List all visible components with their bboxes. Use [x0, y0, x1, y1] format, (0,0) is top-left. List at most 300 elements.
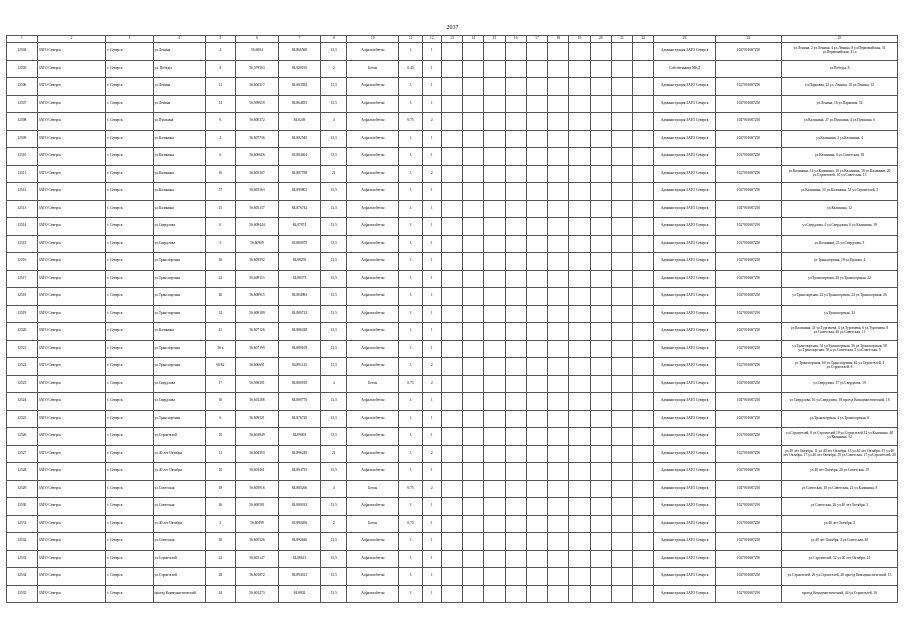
table-cell: Администрация ЗАТО Северск [654, 410, 715, 428]
table-cell: 13,5 [321, 568, 347, 586]
table-cell: ул.40 лет Октября [153, 445, 205, 463]
table-cell [590, 200, 611, 218]
table-cell: 84,880918 [278, 375, 321, 393]
table-cell: Администрация ЗАТО Северск [654, 200, 715, 218]
table-cell [526, 95, 547, 113]
table-cell: 56,609444 [236, 218, 279, 236]
table-cell: ул.Строителей, 32 ул.40 лет Октября, 14 [782, 550, 898, 568]
table-cell [611, 200, 632, 218]
table-cell: 1 [422, 550, 441, 568]
table-row [7, 148, 898, 166]
table-cell [633, 253, 654, 271]
column-header: 13 [441, 36, 462, 43]
table-cell: ул.Калинина [153, 323, 205, 341]
table-cell: 1 [422, 393, 441, 411]
table-cell: 12517 [7, 270, 38, 288]
table-cell [611, 113, 632, 131]
table-cell [548, 43, 569, 61]
table-cell [505, 340, 526, 358]
table-cell: 2 [422, 480, 441, 498]
table-cell: г. Северск [106, 165, 153, 183]
table-cell [569, 130, 590, 148]
table-cell: Асфальтобетон [347, 358, 399, 376]
table-cell [484, 358, 505, 376]
table-cell: ул.Калинина, 23 ул.Свердлова, 3 [782, 235, 898, 253]
table-row [7, 60, 898, 78]
table-cell: Администрация ЗАТО Северск [654, 568, 715, 586]
table-cell: 44 [205, 585, 236, 603]
table-cell [441, 288, 462, 306]
table-cell [590, 113, 611, 131]
table-cell: ул.Советская, 26 ул.40 лет Октября, 5 [782, 498, 898, 516]
column-header: 6 [236, 36, 279, 43]
table-cell [611, 480, 632, 498]
table-cell [463, 585, 484, 603]
table-cell: ул.Свердлова [153, 235, 205, 253]
table-cell: проезд Коммунистический [153, 585, 205, 603]
table-cell [484, 218, 505, 236]
table-cell [569, 78, 590, 96]
table-cell [569, 288, 590, 306]
table-cell: 56,608189 [236, 305, 279, 323]
table-cell [463, 393, 484, 411]
table-cell [441, 305, 462, 323]
table-cell: 13,5 [321, 253, 347, 271]
table-cell: 3 [399, 445, 423, 463]
table-cell: 1 [422, 270, 441, 288]
table-cell [441, 270, 462, 288]
table-cell: 1027001687250 [715, 200, 781, 218]
table-cell: 84,894733 [278, 463, 321, 481]
road-registry-table [6, 35, 898, 603]
table-cell [526, 445, 547, 463]
table-cell: ул.Ленина [153, 78, 205, 96]
table-cell: ул.Транспортная, 18 ул.Ершова, 4 [782, 253, 898, 271]
table-cell: 12508 [7, 113, 38, 131]
table-cell: ул.Транспортная, 4 ул.Транспортная, 6 [782, 410, 898, 428]
table-cell: 3 [399, 95, 423, 113]
table-cell [526, 218, 547, 236]
table-cell: 84,894012 [278, 568, 321, 586]
table-cell [633, 218, 654, 236]
table-cell [633, 463, 654, 481]
table-cell: Асфальтобетон [347, 533, 399, 551]
table-cell: 84,876729 [278, 410, 321, 428]
table-cell: 12520 [7, 323, 38, 341]
table-cell [505, 165, 526, 183]
table-cell [548, 568, 569, 586]
table-cell: г. Северск [106, 410, 153, 428]
table-cell: 1027001687250 [715, 305, 781, 323]
table-cell: ул.Калинина [153, 165, 205, 183]
table-cell: Бетон [347, 515, 399, 533]
table-cell: г. Северск [106, 218, 153, 236]
table-cell: ЗАТО Северск [37, 393, 106, 411]
table-cell [484, 43, 505, 61]
table-cell: 3 [399, 585, 423, 603]
table-cell: 1 [422, 463, 441, 481]
table-cell [441, 95, 462, 113]
table-cell: 1027001687250 [715, 358, 781, 376]
table-cell: ул.Транспортная [153, 340, 205, 358]
table-cell [505, 78, 526, 96]
table-cell [463, 288, 484, 306]
table-cell: Администрация ЗАТО Северск [654, 480, 715, 498]
table-cell [526, 323, 547, 341]
page-number: 2037 [446, 25, 459, 31]
table-cell [569, 43, 590, 61]
table-cell [441, 533, 462, 551]
table-cell [611, 445, 632, 463]
table-cell: Администрация ЗАТО Северск [654, 550, 715, 568]
table-cell: 56,60909 [236, 235, 279, 253]
table-cell: 3 [399, 235, 423, 253]
table-cell [548, 323, 569, 341]
table-cell: 13,5 [321, 200, 347, 218]
table-cell: 1 [422, 253, 441, 271]
table-cell [569, 463, 590, 481]
table-cell: ул.Калинина [153, 148, 205, 166]
table-cell [526, 463, 547, 481]
table-row [7, 113, 898, 131]
table-cell: 2 [205, 515, 236, 533]
table-cell: 13,5 [321, 218, 347, 236]
table-cell: Асфальтобетон [347, 428, 399, 446]
table-cell [633, 148, 654, 166]
table-cell: 84,864835 [278, 95, 321, 113]
table-cell: 60/62 [205, 358, 236, 376]
table-cell [526, 428, 547, 446]
table-cell: 3 [399, 533, 423, 551]
table-cell: Асфальтобетон [347, 218, 399, 236]
table-cell: ЗАТО Северск [37, 375, 106, 393]
table-cell: 1 [422, 130, 441, 148]
table-cell: 56,605137 [236, 200, 279, 218]
column-header: 12 [422, 36, 441, 43]
table-cell: 84,866560 [278, 43, 321, 61]
table-cell: 56,599659 [236, 95, 279, 113]
table-cell [484, 200, 505, 218]
table-cell [505, 480, 526, 498]
table-cell [611, 515, 632, 533]
table-cell: 1027001687250 [715, 410, 781, 428]
table-cell [611, 375, 632, 393]
table-cell: 56,607126 [236, 323, 279, 341]
table-row [7, 78, 898, 96]
table-cell: ЗАТО Северск [37, 148, 106, 166]
table-row [7, 235, 898, 253]
table-cell [569, 323, 590, 341]
table-cell: ул.40 лет Октября [153, 463, 205, 481]
table-cell: ЗАТО Северск [37, 165, 106, 183]
table-cell: 56,607736 [236, 130, 279, 148]
table-cell [548, 410, 569, 428]
table-cell: ЗАТО Северск [37, 550, 106, 568]
table-cell: 56 а [205, 340, 236, 358]
table-cell: Администрация ЗАТО Северск [654, 253, 715, 271]
table-cell [505, 200, 526, 218]
table-cell: Асфальтобетон [347, 148, 399, 166]
table-cell: Асфальтобетон [347, 78, 399, 96]
table-cell: 2 [205, 130, 236, 148]
table-row [7, 253, 898, 271]
table-row [7, 340, 898, 358]
table-cell: 13,5 [321, 358, 347, 376]
table-cell [463, 113, 484, 131]
table-cell: 84,896249 [278, 445, 321, 463]
table-cell [633, 43, 654, 61]
table-cell [441, 235, 462, 253]
table-row [7, 375, 898, 393]
table-cell: 84,891125 [278, 358, 321, 376]
table-cell: Асфальтобетон [347, 463, 399, 481]
table-cell: ул.Свердлова [153, 218, 205, 236]
table-cell: ЗАТО Северск [37, 60, 106, 78]
table-cell: г. Северск [106, 445, 153, 463]
table-cell [611, 585, 632, 603]
table-cell [611, 550, 632, 568]
table-cell [463, 550, 484, 568]
table-cell: 13,5 [321, 78, 347, 96]
table-cell: ул.Ленина, 2 ул.Ленина, 4 ул.Ленина, 8 ул.Первомайская, 31 ул.Первомайская, 31 а [782, 43, 898, 61]
table-cell [441, 445, 462, 463]
table-cell [505, 533, 526, 551]
table-cell: 1027001687250 [715, 340, 781, 358]
table-cell: 56,6004 [236, 43, 279, 61]
table-cell: ЗАТО Северск [37, 235, 106, 253]
table-cell [463, 200, 484, 218]
table-cell [569, 60, 590, 78]
table-cell: 12512 [7, 183, 38, 201]
table-cell: 12504 [7, 43, 38, 61]
table-cell [526, 43, 547, 61]
table-cell: ул.Калинина [153, 183, 205, 201]
table-cell: 12523 [7, 375, 38, 393]
table-cell: ЗАТО Северск [37, 445, 106, 463]
table-cell: 10 [205, 428, 236, 446]
table-cell [633, 480, 654, 498]
table-cell: 56,579563 [236, 60, 279, 78]
table-cell: 56,603849 [236, 428, 279, 446]
table-cell: Администрация ЗАТО Северск [654, 515, 715, 533]
table-cell [526, 358, 547, 376]
table-cell: 3 [399, 358, 423, 376]
table-cell [441, 498, 462, 516]
table-cell: 4 [321, 113, 347, 131]
table-cell [633, 533, 654, 551]
table-cell: 3 [399, 270, 423, 288]
table-cell: Администрация ЗАТО Северск [654, 498, 715, 516]
table-cell: 13,5 [321, 550, 347, 568]
table-cell [505, 253, 526, 271]
table-cell [569, 393, 590, 411]
table-cell [590, 498, 611, 516]
table-cell [484, 568, 505, 586]
table-cell [633, 498, 654, 516]
table-cell [548, 515, 569, 533]
column-header: 9 [321, 36, 347, 43]
table-cell: 84,884464 [278, 148, 321, 166]
table-cell [590, 218, 611, 236]
table-cell [484, 445, 505, 463]
table-cell: 13,5 [321, 585, 347, 603]
table-cell: Администрация ЗАТО Северск [654, 533, 715, 551]
table-cell [633, 235, 654, 253]
table-cell [548, 253, 569, 271]
table-cell: 18 [205, 480, 236, 498]
table-cell [441, 165, 462, 183]
table-cell: Администрация ЗАТО Северск [654, 148, 715, 166]
table-cell: 56,609592 [236, 253, 279, 271]
table-cell: Асфальтобетон [347, 340, 399, 358]
table-cell: Бетон [347, 375, 399, 393]
table-cell: 84,880013 [278, 498, 321, 516]
table-cell [505, 375, 526, 393]
table-cell: Администрация ЗАТО Северск [654, 463, 715, 481]
table-cell [441, 393, 462, 411]
table-cell: 12507 [7, 95, 38, 113]
column-header: 7 [278, 36, 321, 43]
table-cell: ЗАТО Северск [37, 95, 106, 113]
table-cell [633, 323, 654, 341]
table-cell: ул.Калинина [153, 130, 205, 148]
table-cell [611, 323, 632, 341]
table-cell [611, 288, 632, 306]
table-cell [526, 375, 547, 393]
table-cell: 28 [205, 568, 236, 586]
table-cell [569, 113, 590, 131]
table-cell: 1 [422, 568, 441, 586]
table-cell: ЗАТО Северск [37, 498, 106, 516]
table-cell: ул.Строителей, 8 ул.Строителей,10 ул.Строителей,12 ул.Калинина, 48 ул.Калинина, 52 [782, 428, 898, 446]
table-cell [590, 95, 611, 113]
table-cell: г. Северск [106, 375, 153, 393]
table-cell: г. Северск [106, 78, 153, 96]
column-header: 21 [611, 36, 632, 43]
table-cell: 57 [205, 183, 236, 201]
table-cell [441, 410, 462, 428]
table-cell: г. Северск [106, 515, 153, 533]
table-cell: ЗАТО Северск [37, 533, 106, 551]
table-cell: 84,8802 [278, 585, 321, 603]
table-cell: 0,75 [399, 480, 423, 498]
table-cell: 84,89003 [278, 428, 321, 446]
table-cell [633, 165, 654, 183]
table-cell [590, 568, 611, 586]
table-cell: 3 [399, 78, 423, 96]
table-row [7, 463, 898, 481]
table-cell: 12531 [7, 515, 38, 533]
table-cell [611, 498, 632, 516]
table-cell: ул.Транспортная [153, 253, 205, 271]
table-cell: ул.Транспортная [153, 305, 205, 323]
table-cell: 12511 [7, 165, 38, 183]
table-cell: ЗАТО Северск [37, 480, 106, 498]
table-cell [505, 130, 526, 148]
table-cell: 56,606691 [236, 358, 279, 376]
table-cell [569, 445, 590, 463]
table-row [7, 358, 898, 376]
table-cell: г. Северск [106, 498, 153, 516]
table-row [7, 498, 898, 516]
table-cell: ул.Транспортная, 60 ул.Транспортная, 62 ул.Строителей, 4 ул.Строителей, 6 [782, 358, 898, 376]
table-cell [463, 358, 484, 376]
table-cell: 3 [399, 428, 423, 446]
column-header: 25 [782, 36, 898, 43]
column-header: 1 [7, 36, 38, 43]
table-cell [441, 358, 462, 376]
table-cell: 1 [422, 78, 441, 96]
table-cell [611, 270, 632, 288]
table-cell [505, 95, 526, 113]
table-cell [484, 148, 505, 166]
table-cell [569, 410, 590, 428]
table-cell [441, 218, 462, 236]
table-cell [569, 305, 590, 323]
table-cell [463, 130, 484, 148]
table-cell: г. Северск [106, 358, 153, 376]
table-cell [463, 463, 484, 481]
table-cell [590, 515, 611, 533]
table-cell: 2 [321, 515, 347, 533]
table-cell: 12505 [7, 60, 38, 78]
table-cell [505, 43, 526, 61]
table-cell: 84,887788 [278, 165, 321, 183]
table-cell [441, 480, 462, 498]
table-cell [484, 60, 505, 78]
table-cell: ул.40 лет Октября, 3 ул.Советская, 30 [782, 533, 898, 551]
table-cell: 56,605307 [236, 165, 279, 183]
table-cell [463, 95, 484, 113]
table-cell: Администрация ЗАТО Северск [654, 270, 715, 288]
table-cell: г. Северск [106, 585, 153, 603]
table-cell: 16 [205, 165, 236, 183]
table-cell: 1027001687250 [715, 235, 781, 253]
table-cell [526, 550, 547, 568]
table-cell [548, 393, 569, 411]
table-cell [441, 183, 462, 201]
table-cell: ул.Строителей, 26 ул.Строителей, 28 проезд Коммунистический, 13 [782, 568, 898, 586]
table-cell: 14 [205, 95, 236, 113]
column-header: 4 [153, 36, 205, 43]
table-cell: Асфальтобетон [347, 43, 399, 61]
table-cell [633, 60, 654, 78]
table-cell: ул.Транспортная [153, 358, 205, 376]
table-cell [611, 43, 632, 61]
table-cell: г. Северск [106, 130, 153, 148]
table-cell: 1027001687250 [715, 323, 781, 341]
table-cell: 3 [399, 218, 423, 236]
table-cell: 1 [422, 340, 441, 358]
table-cell [463, 375, 484, 393]
table-cell [526, 515, 547, 533]
table-cell: 1027001687250 [715, 165, 781, 183]
table-cell [526, 480, 547, 498]
table-cell: 1 [422, 200, 441, 218]
table-cell [611, 218, 632, 236]
table-cell: ул.Транспортная, 54 ул.Транспортная, 56 ул.Транспортная, 58 ул.Транспортная, 58 а ул.Советская, 5 ул.Советская, 5 [782, 340, 898, 358]
table-cell [611, 340, 632, 358]
table-cell: 22 [205, 550, 236, 568]
table-row [7, 410, 898, 428]
table-cell: г. Северск [106, 568, 153, 586]
table-cell: ул.Калинина, 27 ул.Пушкина, 4 ул.Пушкина, 6 [782, 113, 898, 131]
table-cell [548, 445, 569, 463]
table-cell [484, 498, 505, 516]
table-cell [505, 550, 526, 568]
table-cell [548, 480, 569, 498]
table-cell: 84,880079 [278, 235, 321, 253]
